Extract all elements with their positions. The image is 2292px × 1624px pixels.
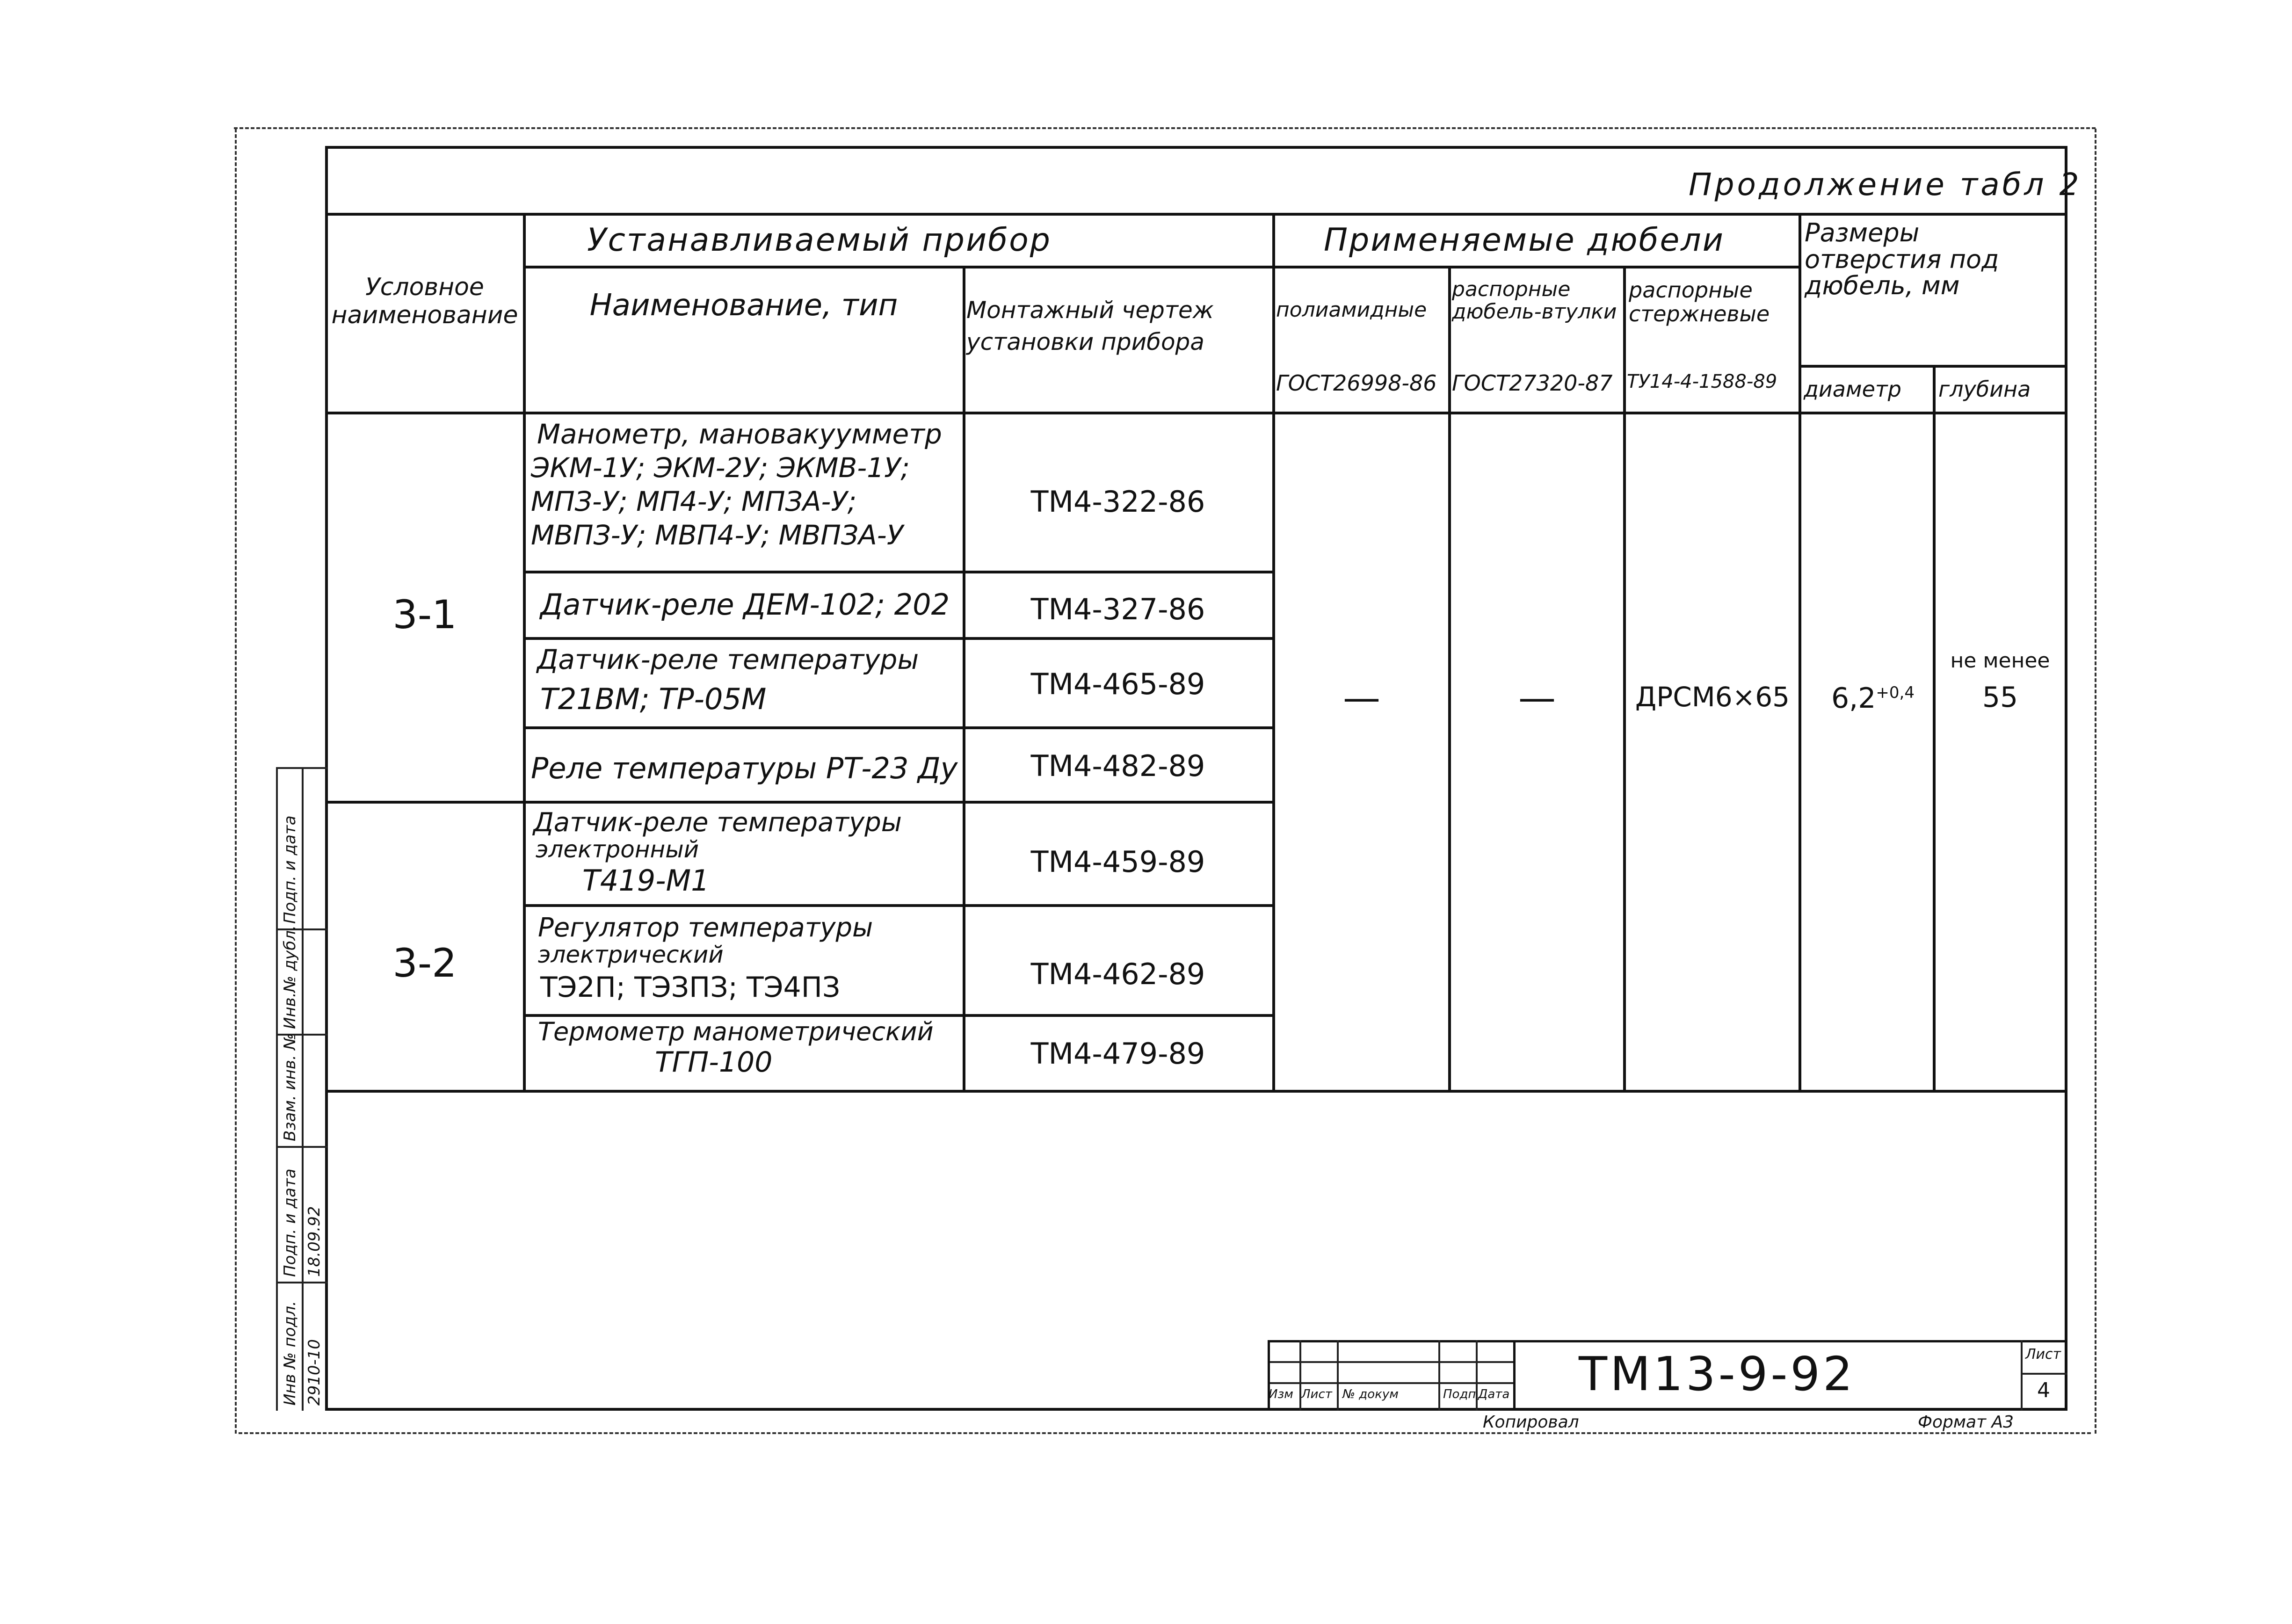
header-col-name: Условное наименование <box>331 273 518 329</box>
diameter-tolerance: +0,4 <box>1876 683 1915 702</box>
row-3-name-line-1: Датчик-реле температуры <box>537 644 919 675</box>
frame-bottom <box>325 1408 2067 1411</box>
side-stamp-line-2 <box>302 767 304 1411</box>
group-line <box>325 801 1275 804</box>
depth-value-line-2: 55 <box>1982 681 2018 714</box>
col-line-7 <box>1933 365 1936 1093</box>
stamp-col-2 <box>1337 1340 1339 1410</box>
format-label: Формат А3 <box>1918 1413 2014 1432</box>
row-2-drawing: ТМ4-327-86 <box>1030 592 1205 626</box>
stamp-col-label-2: Лист <box>1301 1387 1332 1401</box>
row-7-drawing: ТМ4-479-89 <box>1030 1037 1205 1071</box>
document-code: ТМ13-9-92 <box>1579 1347 1856 1401</box>
frame-right <box>2065 146 2067 1411</box>
row-7-name-line-2: ТГП-100 <box>655 1046 773 1079</box>
header-mount-drawing: Монтажный чертеж установки прибора <box>966 297 1214 355</box>
side-stamp-line-1 <box>276 767 278 1411</box>
col-line-5 <box>1623 266 1626 1093</box>
stamp-col-label-5: Дата <box>1478 1387 1510 1401</box>
row-1-name-line-3: МПЗ-У; МП4-У; МПЗА-У; <box>531 486 857 517</box>
side-stamp-top <box>276 767 327 769</box>
header-dowel-rod: распорные стержневые <box>1629 277 1770 326</box>
stamp-top <box>1268 1340 2067 1342</box>
group-code-3-1: 3-1 <box>392 592 457 638</box>
row-3-drawing: ТМ4-465-89 <box>1030 667 1205 701</box>
frame-left <box>325 146 328 1411</box>
stamp-col-3 <box>1438 1340 1440 1410</box>
row-line-5 <box>523 904 1275 907</box>
outer-frame-right <box>2095 129 2096 1434</box>
header-diameter: диаметр <box>1804 377 1901 402</box>
dowel-rod-value: ДРСМ6×65 <box>1635 681 1790 713</box>
row-6-name-line-1: Регулятор температуры <box>538 913 873 943</box>
row-4-name: Реле температуры РТ-23 Ду <box>531 751 958 785</box>
row-6-drawing: ТМ4-462-89 <box>1030 957 1205 991</box>
depth-value-line-1: не менее <box>1950 649 2050 673</box>
row-6-name-line-3: ТЭ2П; ТЭЗПЗ; ТЭ4ПЗ <box>540 971 841 1004</box>
side-label-1: Инв № подл. <box>281 1301 299 1406</box>
side-label-2: Подп. и дата <box>281 1168 299 1277</box>
side-value-inv: 2910-10 <box>305 1339 324 1406</box>
row-line-2 <box>523 637 1275 640</box>
stamp-col-4 <box>1476 1340 1478 1410</box>
side-label-3: Взам. инв. № <box>281 1033 299 1141</box>
stamp-col-label-3: № докум <box>1342 1387 1399 1401</box>
stamp-col-5 <box>1513 1340 1516 1410</box>
stamp-sheet-col <box>2021 1340 2023 1410</box>
copied-label: Копировал <box>1483 1413 1579 1432</box>
dowel-sleeve-value: — <box>1518 676 1556 719</box>
stamp-sheet-row <box>2021 1373 2067 1375</box>
header-hole-group: Размеры отверстия под дюбель, мм <box>1805 218 1999 301</box>
row-line-1 <box>523 571 1275 573</box>
group-code-3-2: 3-2 <box>392 940 457 986</box>
outer-frame-left <box>235 129 237 1434</box>
header-dowel-sleeve-std: ГОСТ27320-87 <box>1452 370 1613 396</box>
header-dowel-poly: полиамидные <box>1276 298 1427 322</box>
side-stamp-sep-4 <box>276 1282 327 1283</box>
row-1-name-line-2: ЭКМ-1У; ЭКМ-2У; ЭКМВ-1У; <box>531 452 910 484</box>
header-subline <box>523 266 1801 268</box>
side-stamp-sep-3 <box>276 1146 327 1148</box>
row-1-name-line-4: МВПЗ-У; МВП4-У; МВПЗА-У <box>531 519 904 551</box>
table-top-line <box>325 213 2067 216</box>
diameter-base: 6,2 <box>1831 682 1876 715</box>
row-1-name-line-1: Манометр, мановакуумметр <box>537 418 942 450</box>
header-depth: глубина <box>1938 377 2031 402</box>
header-bottom-line <box>325 412 2067 414</box>
sheet-number: 4 <box>2037 1378 2050 1402</box>
continuation-label: Продолжение табл 2 <box>1689 167 2082 203</box>
header-dowel-rod-std: ТУ14-4-1588-89 <box>1627 371 1777 392</box>
header-dowel-poly-std: ГОСТ26998-86 <box>1276 370 1437 396</box>
stamp-col-label-4: Подп <box>1443 1387 1476 1401</box>
sheet-label: Лист <box>2025 1346 2061 1363</box>
header-dowels-group: Применяемые дюбели <box>1324 222 1725 259</box>
row-3-name-line-2: Т21ВМ; ТР-05М <box>540 682 767 716</box>
frame-top <box>325 146 2067 149</box>
row-5-name-line-2: электронный <box>536 836 699 863</box>
side-value-date: 18.09.92 <box>305 1206 324 1277</box>
row-5-drawing: ТМ4-459-89 <box>1030 845 1205 879</box>
row-2-name: Датчик-реле ДЕМ-102; 202 <box>540 587 950 622</box>
outer-frame-bottom <box>239 1432 2091 1434</box>
row-4-drawing: ТМ4-482-89 <box>1030 749 1205 783</box>
row-1-drawing: ТМ4-322-86 <box>1030 485 1205 519</box>
header-dowel-sleeve: распорные дюбель-втулки <box>1452 277 1617 324</box>
row-5-name-line-1: Датчик-реле температуры <box>533 807 902 838</box>
header-device-group: Устанавливаемый прибор <box>587 222 1052 259</box>
diameter-value <box>1831 684 1915 713</box>
col-line-6 <box>1799 213 1801 1093</box>
stamp-col-label-1: Изм <box>1269 1387 1293 1401</box>
outer-frame-top <box>234 127 2096 129</box>
table-bottom-line <box>325 1090 2067 1093</box>
row-7-name-line-1: Термометр манометрический <box>538 1017 934 1046</box>
col-line-3 <box>1272 213 1275 1093</box>
col-line-1 <box>523 213 526 1093</box>
side-label-5: Подп. и дата <box>281 815 299 924</box>
row-6-name-line-2: электрический <box>538 941 724 968</box>
side-label-4: Инв.№ дубл. <box>281 925 299 1029</box>
row-line-3 <box>523 726 1275 729</box>
header-device-name: Наименование, тип <box>589 288 898 323</box>
row-5-name-line-3: Т419-М1 <box>582 863 710 898</box>
dowel-poly-value: — <box>1343 676 1380 719</box>
